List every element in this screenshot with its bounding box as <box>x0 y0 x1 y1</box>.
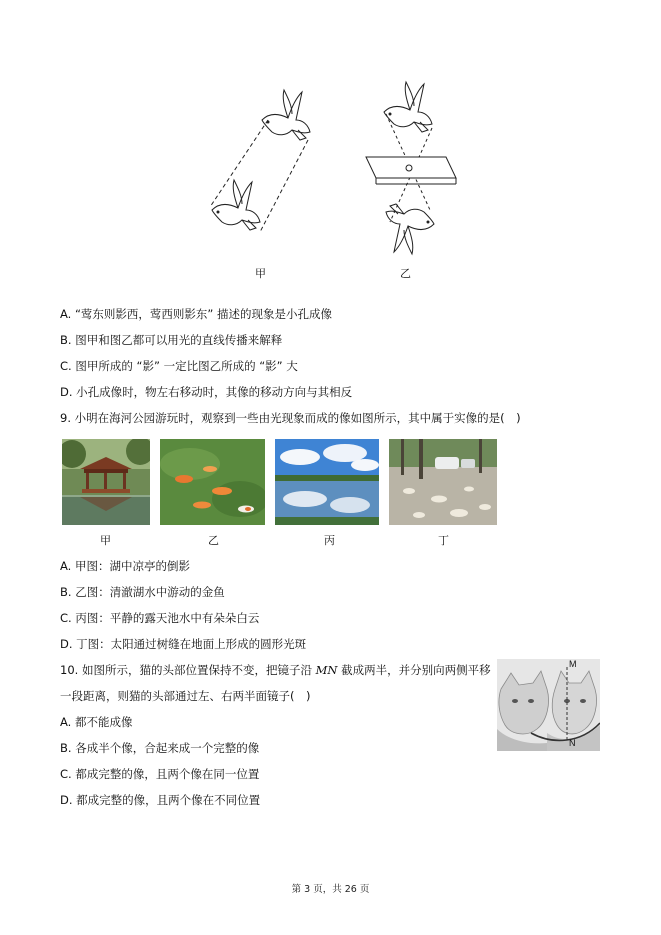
q10-option-d: D. 都成完整的像，且两个像在不同位置 <box>60 793 261 807</box>
q8-option-d: D. 小孔成像时，物左右移动时，其像的移动方向与其相反 <box>60 385 353 399</box>
q10-stem-mn: MN <box>315 663 338 677</box>
pigeon-upper-icon <box>262 90 310 140</box>
mirror-label-m: M <box>569 659 577 669</box>
mirror-label-n: N <box>569 738 576 748</box>
q8-option-b: B. 图甲和图乙都可以用光的直线传播来解释 <box>60 333 283 347</box>
pigeon-inverted-icon <box>386 204 434 254</box>
pinhole-card <box>366 157 456 178</box>
q9-option-c: C. 丙图：平静的露天池水中有朵朵白云 <box>60 611 260 625</box>
caption-jia: 甲 <box>255 267 266 280</box>
q10-option-a: A. 都不能成像 <box>60 715 133 729</box>
photo-caption-ding: 丁 <box>438 534 449 547</box>
photo-goldfish <box>160 439 265 525</box>
q10-stem-part-a: 10. 如图所示，猫的头部位置保持不变，把镜子沿 <box>60 663 316 677</box>
q10-option-b: B. 各成半个像，合起来成一个完整的像 <box>60 741 260 755</box>
photo-caption-jia: 甲 <box>100 534 111 547</box>
figure-yi <box>366 82 456 254</box>
q8-option-c: C. 图甲所成的 “影” 一定比图乙所成的 “影” 大 <box>60 359 298 373</box>
page-footer: 第 3 页，共 26 页 <box>291 884 370 895</box>
q9-stem: 9. 小明在海河公园游玩时，观察到一些由光现象而成的像如图所示，其中属于实像的是( ) <box>60 411 521 425</box>
q10-option-c: C. 都成完整的像，且两个像在同一位置 <box>60 767 260 781</box>
figure-jia <box>210 90 310 232</box>
photo-pavilion <box>62 439 150 525</box>
photo-pond-clouds <box>275 439 379 525</box>
q9-option-d: D. 丁图：太阳通过树缝在地面上形成的圆形光斑 <box>60 637 307 651</box>
q9-option-a: A. 甲图：湖中凉亭的倒影 <box>60 559 190 573</box>
pigeon-object-icon <box>384 82 432 132</box>
q9-option-b: B. 乙图：清澈湖水中游动的金鱼 <box>60 585 225 599</box>
photo-light-spots <box>389 439 497 525</box>
photo-caption-yi: 乙 <box>208 534 219 547</box>
q10-stem-part-b: 截成两半，并分别向两侧平移 <box>337 663 491 677</box>
q10-stem-line1 <box>60 662 491 678</box>
q8-option-a: A. “莺东则影西，莺西则影东” 描述的现象是小孔成像 <box>60 307 333 321</box>
q10-stem-line2: 一段距离，则猫的头部通过左、右两半面镜子( ) <box>60 689 311 703</box>
cat-mirror-picture <box>497 659 600 751</box>
shadow-figure <box>0 0 661 290</box>
photo-caption-bing: 丙 <box>324 534 335 547</box>
pigeon-lower-icon <box>212 180 260 230</box>
caption-yi: 乙 <box>400 267 411 280</box>
